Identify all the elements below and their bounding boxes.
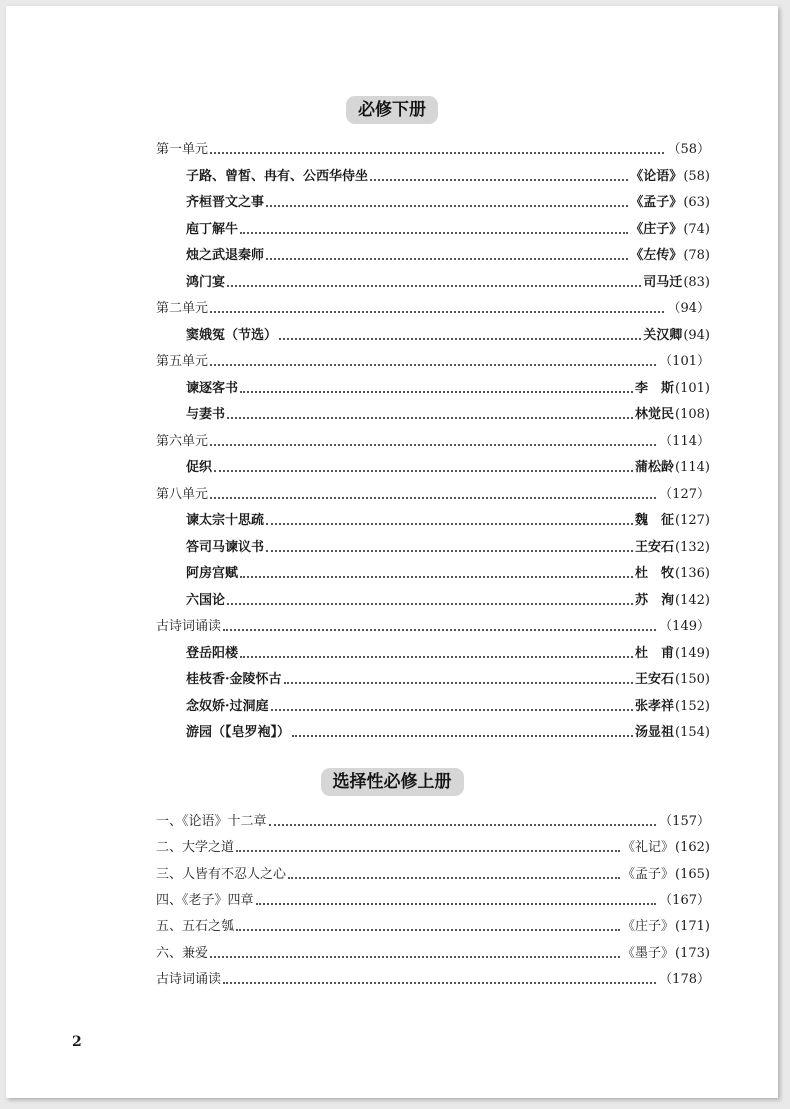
toc-entry-page: （127） <box>659 486 710 502</box>
toc-entry-author: 王安石 <box>635 672 675 687</box>
document-page <box>6 6 778 1098</box>
toc-entry-page: (101) <box>675 380 710 396</box>
toc-entry-page: (108) <box>675 407 710 422</box>
toc-item-row <box>186 167 710 187</box>
toc-entry-title: 桂枝香·金陵怀古 <box>186 672 282 687</box>
dot-leader <box>266 523 633 525</box>
dot-leader <box>240 656 633 658</box>
toc-entry-title: 促织 <box>186 460 213 475</box>
toc-entry-title: 游园（【皂罗袍】） <box>186 725 291 740</box>
toc-entry-title: 阿房宫赋 <box>186 566 239 581</box>
toc-entry-page: (165) <box>675 866 710 882</box>
dot-leader <box>210 444 656 446</box>
dot-leader <box>266 205 628 207</box>
toc-entry-page: (132) <box>675 539 710 555</box>
dot-leader <box>223 629 656 631</box>
toc-item-row <box>186 379 710 399</box>
toc-item-row <box>186 326 710 346</box>
toc-item-row <box>186 591 710 611</box>
toc-entry-title: 第一单元 <box>156 142 209 157</box>
dot-leader <box>236 850 620 852</box>
toc-entry-author: 《孟子》 <box>630 195 683 210</box>
toc-item-row <box>186 564 710 584</box>
toc-item-row <box>186 193 710 213</box>
dot-leader <box>214 470 633 472</box>
toc-entry-page: (63) <box>683 195 710 210</box>
toc-item-row <box>186 405 710 425</box>
toc-item-row <box>186 220 710 240</box>
toc-entry-title: 与妻书 <box>186 407 226 422</box>
toc-entry-page: (94) <box>683 327 710 343</box>
dot-leader <box>266 550 633 552</box>
toc-unit-row <box>156 812 710 832</box>
toc-entry-author: 《左传》 <box>630 248 683 263</box>
toc-entry-author: 苏 洵 <box>635 592 675 608</box>
dot-leader <box>210 311 664 313</box>
dot-leader <box>210 956 620 958</box>
toc-entry-author: 关汉卿 <box>643 327 683 343</box>
toc-entry-page: (173) <box>675 945 710 961</box>
dot-leader <box>210 152 664 154</box>
toc-entry-author: 杜 甫 <box>635 645 675 661</box>
toc-entry-title: 三、人皆有不忍人之心 <box>156 866 287 882</box>
dot-leader <box>227 603 633 605</box>
toc-entry-page: （101） <box>659 354 710 369</box>
toc-unit-row <box>156 299 710 319</box>
toc-item-row <box>186 273 710 293</box>
dot-leader <box>288 877 620 879</box>
toc-entry-title: 子路、曾皙、冉有、公西华侍坐 <box>186 168 369 184</box>
toc-entry-author: 蒲松龄 <box>635 460 675 475</box>
dot-leader <box>269 824 657 826</box>
dot-leader <box>240 391 633 393</box>
toc-entry-page: （94） <box>667 301 710 316</box>
toc-entry-title: 二、大学之道 <box>156 840 235 856</box>
dot-leader <box>240 232 628 234</box>
toc-entry-author: 王安石 <box>635 539 675 555</box>
toc-entry-title: 六国论 <box>186 592 226 608</box>
toc-entry-title: 谏太宗十思疏 <box>186 513 265 528</box>
toc-entry-title: 六、兼爱 <box>156 945 209 961</box>
toc-entry-page: (171) <box>675 919 710 935</box>
toc-entry-author: 杜 牧 <box>635 566 675 581</box>
toc-item-row <box>186 538 710 558</box>
dot-leader <box>223 982 656 984</box>
toc-entry-page: (152) <box>675 698 710 714</box>
toc-entry-author: 《礼记》 <box>622 840 675 856</box>
toc-entry-page: （167） <box>659 892 710 908</box>
toc-entry-page: (162) <box>675 840 710 856</box>
toc-item-row <box>186 246 710 266</box>
toc-entry-author: 《孟子》 <box>622 866 675 882</box>
toc-entry-page: (127) <box>675 513 710 528</box>
toc-unit-row <box>156 970 710 990</box>
toc-entry-author: 魏 征 <box>635 513 675 528</box>
dot-leader <box>236 929 620 931</box>
toc-entry-title: 谏逐客书 <box>186 380 239 396</box>
toc-entry-page: (83) <box>683 274 710 290</box>
toc-entry-page: （157） <box>659 814 710 829</box>
toc-entry-page: （149） <box>659 619 710 634</box>
toc-item-row <box>186 723 710 743</box>
toc-unit-row <box>156 432 710 452</box>
toc-entry-author: 《论语》 <box>630 168 683 184</box>
dot-leader <box>256 903 657 905</box>
toc-entry-author: 汤显祖 <box>635 725 675 740</box>
toc-entry-title: 登岳阳楼 <box>186 645 239 661</box>
toc-entry-page: (78) <box>683 248 710 263</box>
toc-unit-row <box>156 617 710 637</box>
toc-entry-title: 五、五石之瓠 <box>156 919 235 935</box>
toc-unit-row <box>156 944 710 964</box>
toc-unit-row <box>156 352 710 372</box>
toc-entry-author: 林觉民 <box>635 407 675 422</box>
toc-entry-page: (114) <box>675 460 710 475</box>
toc-entry-page: (149) <box>675 645 710 661</box>
dot-leader <box>284 682 633 684</box>
toc-entry-title: 第二单元 <box>156 301 209 316</box>
toc-entry-title: 窦娥冤（节选） <box>186 327 278 343</box>
dot-leader <box>227 285 641 287</box>
toc-entry-title: 庖丁解牛 <box>186 221 239 237</box>
toc-entry-author: 《庄子》 <box>630 221 683 237</box>
dot-leader <box>271 709 633 711</box>
toc-entry-title: 第八单元 <box>156 486 209 502</box>
toc-entry-author: 《墨子》 <box>622 945 675 961</box>
toc-entry-title: 齐桓晋文之事 <box>186 195 265 210</box>
toc-unit-row <box>156 891 710 911</box>
toc-entry-title: 鸿门宴 <box>186 274 226 290</box>
toc-entry-title: 烛之武退秦师 <box>186 248 265 263</box>
dot-leader <box>210 497 656 499</box>
toc-entry-page: (154) <box>675 725 710 740</box>
toc-unit-row <box>156 865 710 885</box>
toc-entry-page: （114） <box>659 433 710 449</box>
toc-entry-title: 古诗词诵读 <box>156 619 222 634</box>
dot-leader <box>240 576 633 578</box>
section-title-xuanzexing-bixiu-shangce <box>6 768 778 796</box>
toc-entry-title: 四、《老子》四章 <box>156 892 254 908</box>
toc-entry-title: 答司马谏议书 <box>186 539 265 555</box>
toc-item-row <box>186 644 710 664</box>
toc-entry-title: 第五单元 <box>156 354 209 369</box>
toc-entry-page: （58） <box>667 142 710 157</box>
section-title-label: 必修下册 <box>346 96 438 124</box>
toc-unit-row <box>156 917 710 937</box>
toc-entry-title: 念奴娇·过洞庭 <box>186 698 269 714</box>
toc-entry-author: 李 斯 <box>635 380 675 396</box>
toc-entry-page: （178） <box>659 971 710 987</box>
dot-leader <box>279 338 641 340</box>
toc-item-row <box>186 458 710 478</box>
section-title-bixiu-xiace <box>6 96 778 124</box>
dot-leader <box>227 417 633 419</box>
toc-item-row <box>186 697 710 717</box>
dot-leader <box>370 179 628 181</box>
toc-entry-title: 第六单元 <box>156 433 209 449</box>
page-number: 2 <box>72 1034 82 1050</box>
toc-entry-author: 《庄子》 <box>622 919 675 935</box>
toc-entry-author: 司马迁 <box>643 274 683 290</box>
toc-entry-page: (74) <box>683 221 710 237</box>
toc-entry-author: 张孝祥 <box>635 698 675 714</box>
toc-entry-page: (136) <box>675 566 710 581</box>
toc-entry-page: (58) <box>683 168 710 184</box>
toc-unit-row <box>156 838 710 858</box>
toc-unit-row <box>156 140 710 160</box>
toc-entry-page: (142) <box>675 592 710 608</box>
toc-item-row <box>186 511 710 531</box>
toc-item-row <box>186 670 710 690</box>
dot-leader <box>266 258 628 260</box>
toc-entry-title: 一、《论语》十二章 <box>156 814 267 829</box>
section-title-label: 选择性必修上册 <box>321 768 464 796</box>
toc-unit-row <box>156 485 710 505</box>
dot-leader <box>292 735 633 737</box>
toc-entry-title: 古诗词诵读 <box>156 971 222 987</box>
dot-leader <box>210 364 656 366</box>
toc-entry-page: (150) <box>675 672 710 687</box>
